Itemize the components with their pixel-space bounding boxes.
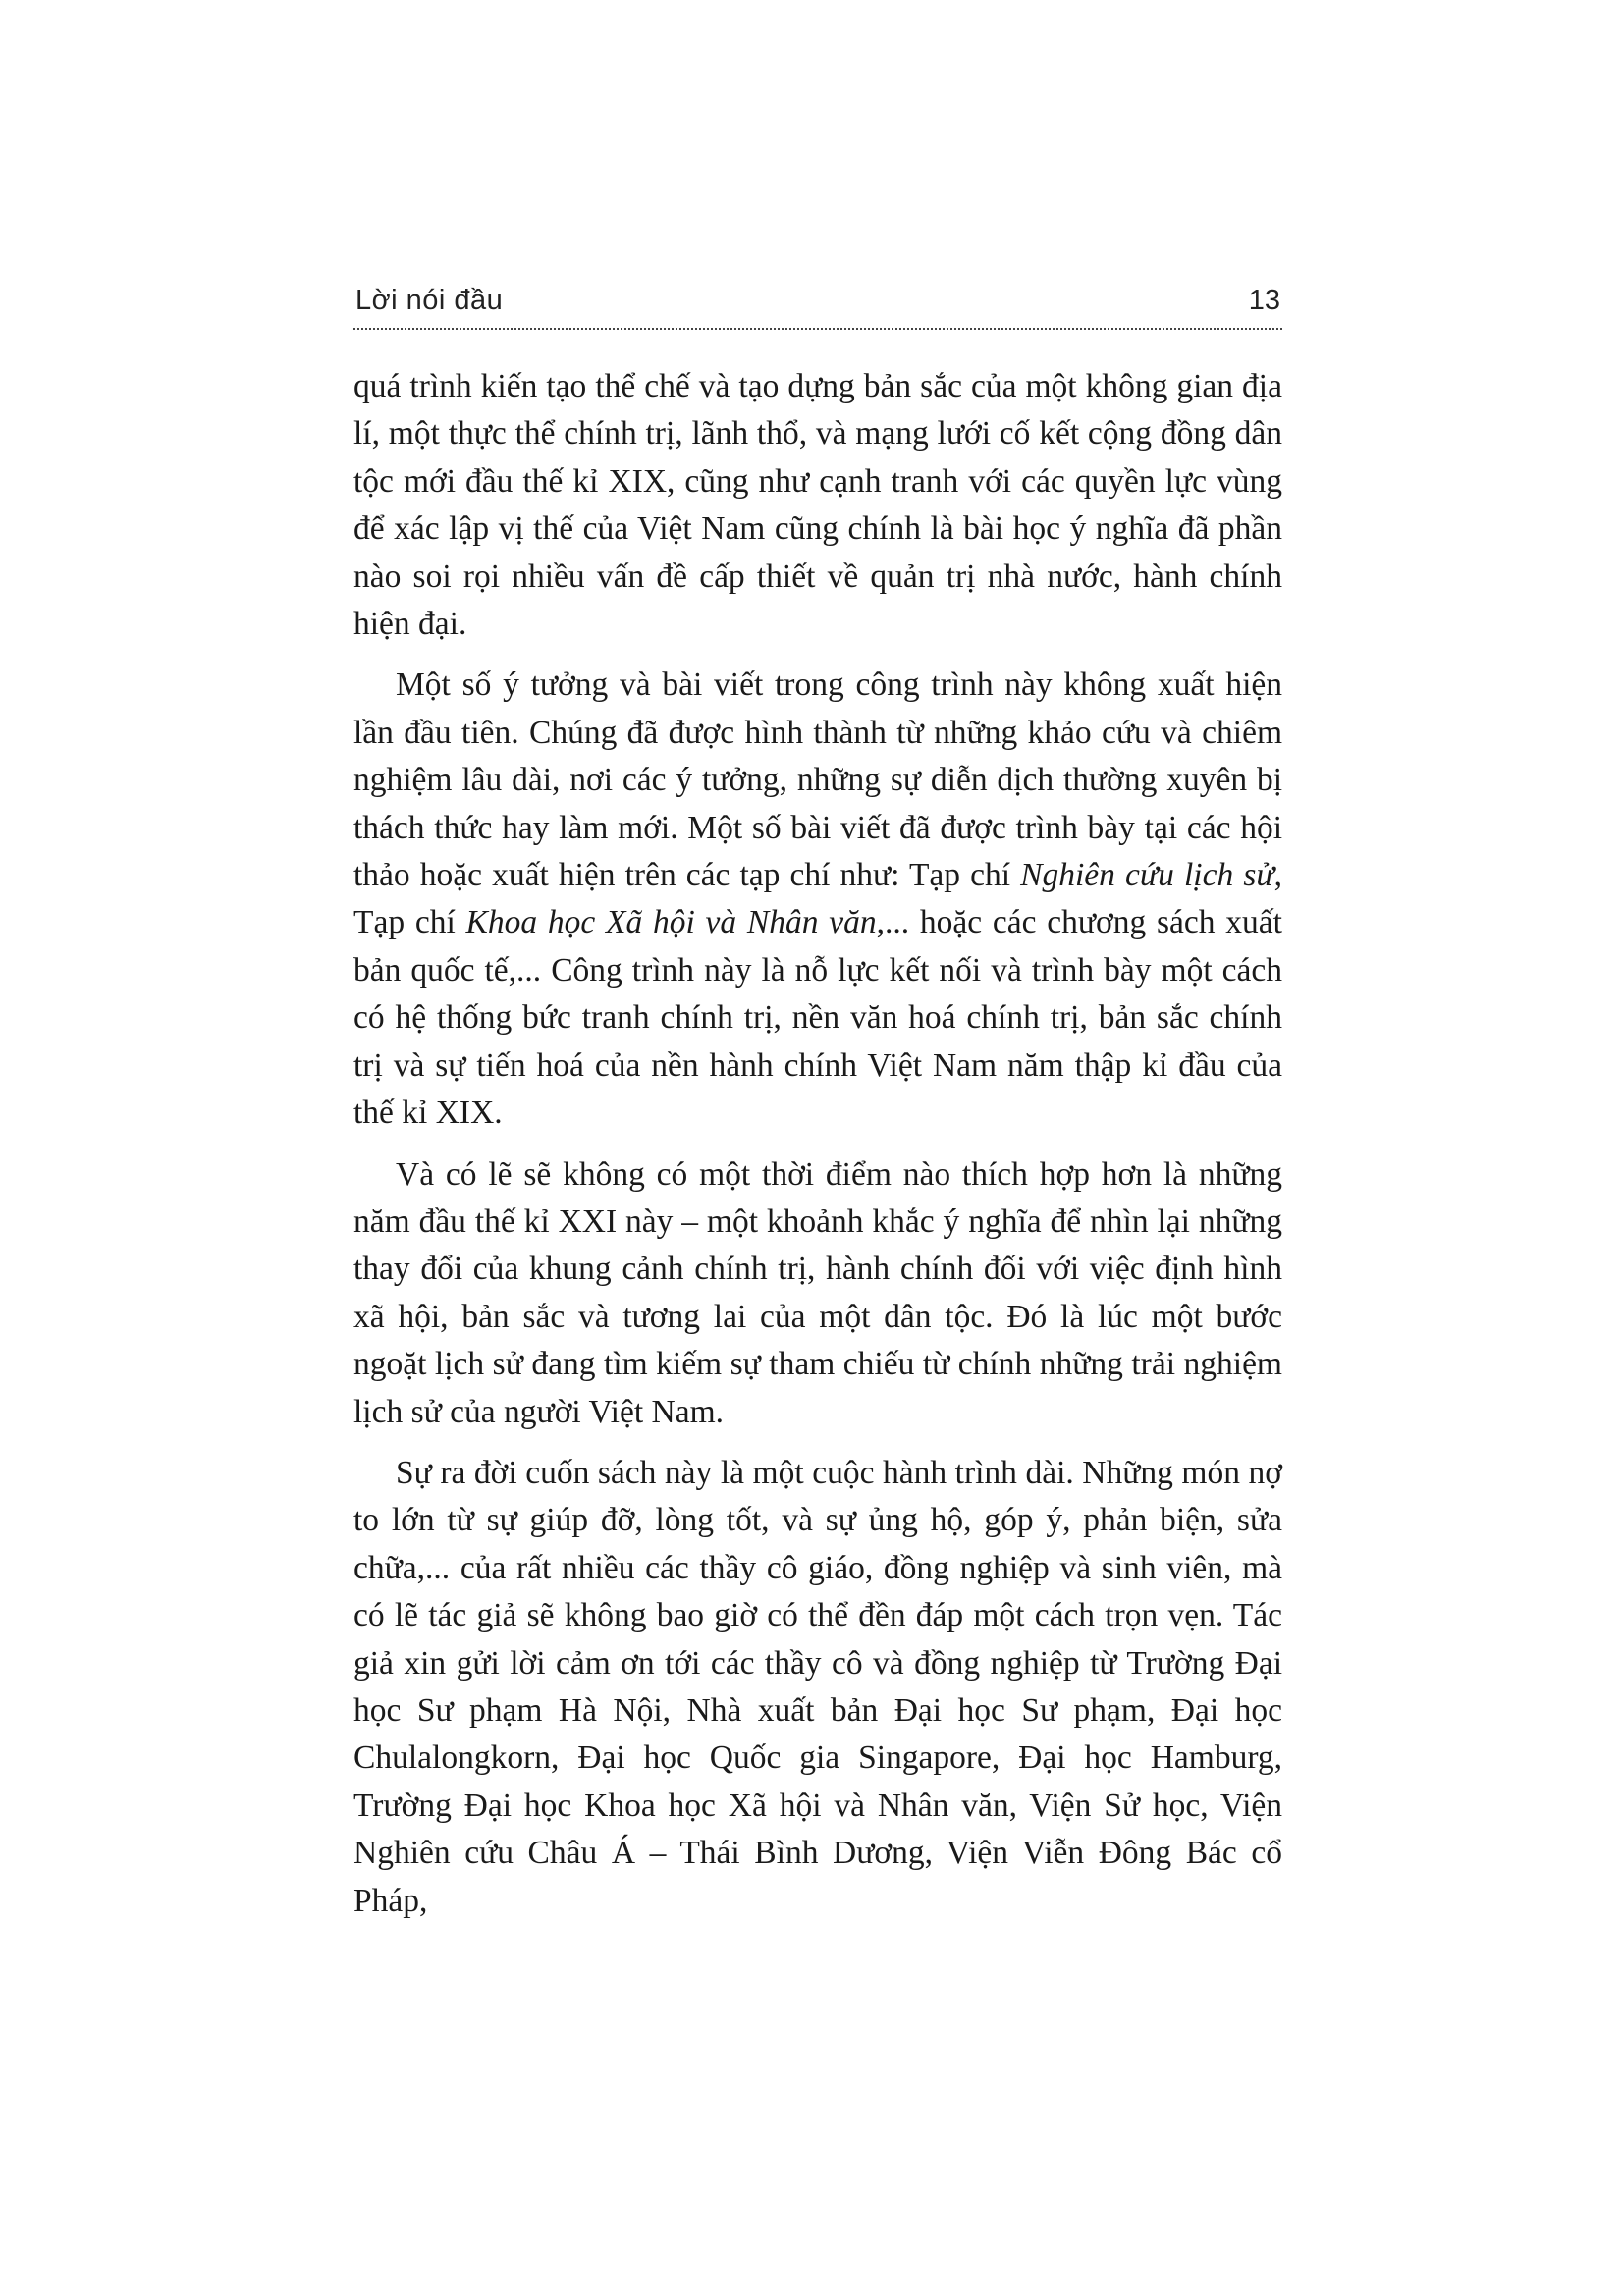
paragraph-2-text-3: ,... hoặc các chương sách xuất bản quốc tế,... Công trình này là nỗ lực kết nối và trình bày một cách có hệ thống bức tranh chính trị, nền văn hoá chính trị, bản sắc chính trị và sự tiến hoá của nền hành chính Việt Nam năm thập kỉ đầu của thế kỉ XIX. <box>353 904 1282 1132</box>
page-number: 13 <box>1248 285 1280 316</box>
paragraph-3: Và có lẽ sẽ không có một thời điểm nào thích hợp hơn là những năm đầu thế kỉ XXI này – một khoảnh khắc ý nghĩa để nhìn lại những thay đổi của khung cảnh chính trị, hành chính đối với việc định hình xã hội, bản sắc và tương lai của một dân tộc. Đó là lúc một bước ngoặt lịch sử đang tìm kiếm sự tham chiếu từ chính những trải nghiệm lịch sử của người Việt Nam. <box>353 1155 1282 1430</box>
paragraph-1: quá trình kiến tạo thể chế và tạo dựng bản sắc của một không gian địa lí, một thực thể chính trị, lãnh thổ, và mạng lưới cố kết cộng đồng dân tộc mới đầu thế kỉ XIX, cũng như cạnh tranh với các quyền lực vùng để xác lập vị thế của Việt Nam cũng chính là bài học ý nghĩa đã phần nào soi rọi nhiều vấn đề cấp thiết về quản trị nhà nước, hành chính hiện đại. <box>353 368 1282 643</box>
paragraph-2 <box>353 662 1282 1137</box>
journal-title-2: Khoa học Xã hội và Nhân văn <box>465 904 877 941</box>
page-header <box>353 281 1282 330</box>
paragraph-2-text-2: , Tạp chí <box>353 857 1282 941</box>
body-text <box>353 363 1282 1939</box>
paragraph-4: Sự ra đời cuốn sách này là một cuộc hành trình dài. Những món nợ to lớn từ sự giúp đỡ, lòng tốt, và sự ủng hộ, góp ý, phản biện, sửa chữa,... của rất nhiều các thầy cô giáo, đồng nghiệp và sinh viên, mà có lẽ tác giả sẽ không bao giờ có thể đền đáp một cách trọn vẹn. Tác giả xin gửi lời cảm ơn tới các thầy cô và đồng nghiệp từ Trường Đại học Sư phạm Hà Nội, Nhà xuất bản Đại học Sư phạm, Đại học Chulalongkorn, Đại học Quốc gia Singapore, Đại học Hamburg, Trường Đại học Khoa học Xã hội và Nhân văn, Viện Sử học, Viện Nghiên cứu Châu Á – Thái Bình Dương, Viện Viễn Đông Bác cổ Pháp, <box>353 1454 1282 1919</box>
paragraph-2-text-1: Một số ý tưởng và bài viết trong công trình này không xuất hiện lần đầu tiên. Chúng đã được hình thành từ những khảo cứu và chiêm nghiệm lâu dài, nơi các ý tưởng, những sự diễn dịch thường xuyên bị thách thức hay làm mới. Một số bài viết đã được trình bày tại các hội thảo hoặc xuất hiện trên các tạp chí như: Tạp chí <box>353 667 1282 894</box>
running-title: Lời nói đầu <box>355 285 504 316</box>
journal-title-1: Nghiên cứu lịch sử <box>1020 857 1274 894</box>
